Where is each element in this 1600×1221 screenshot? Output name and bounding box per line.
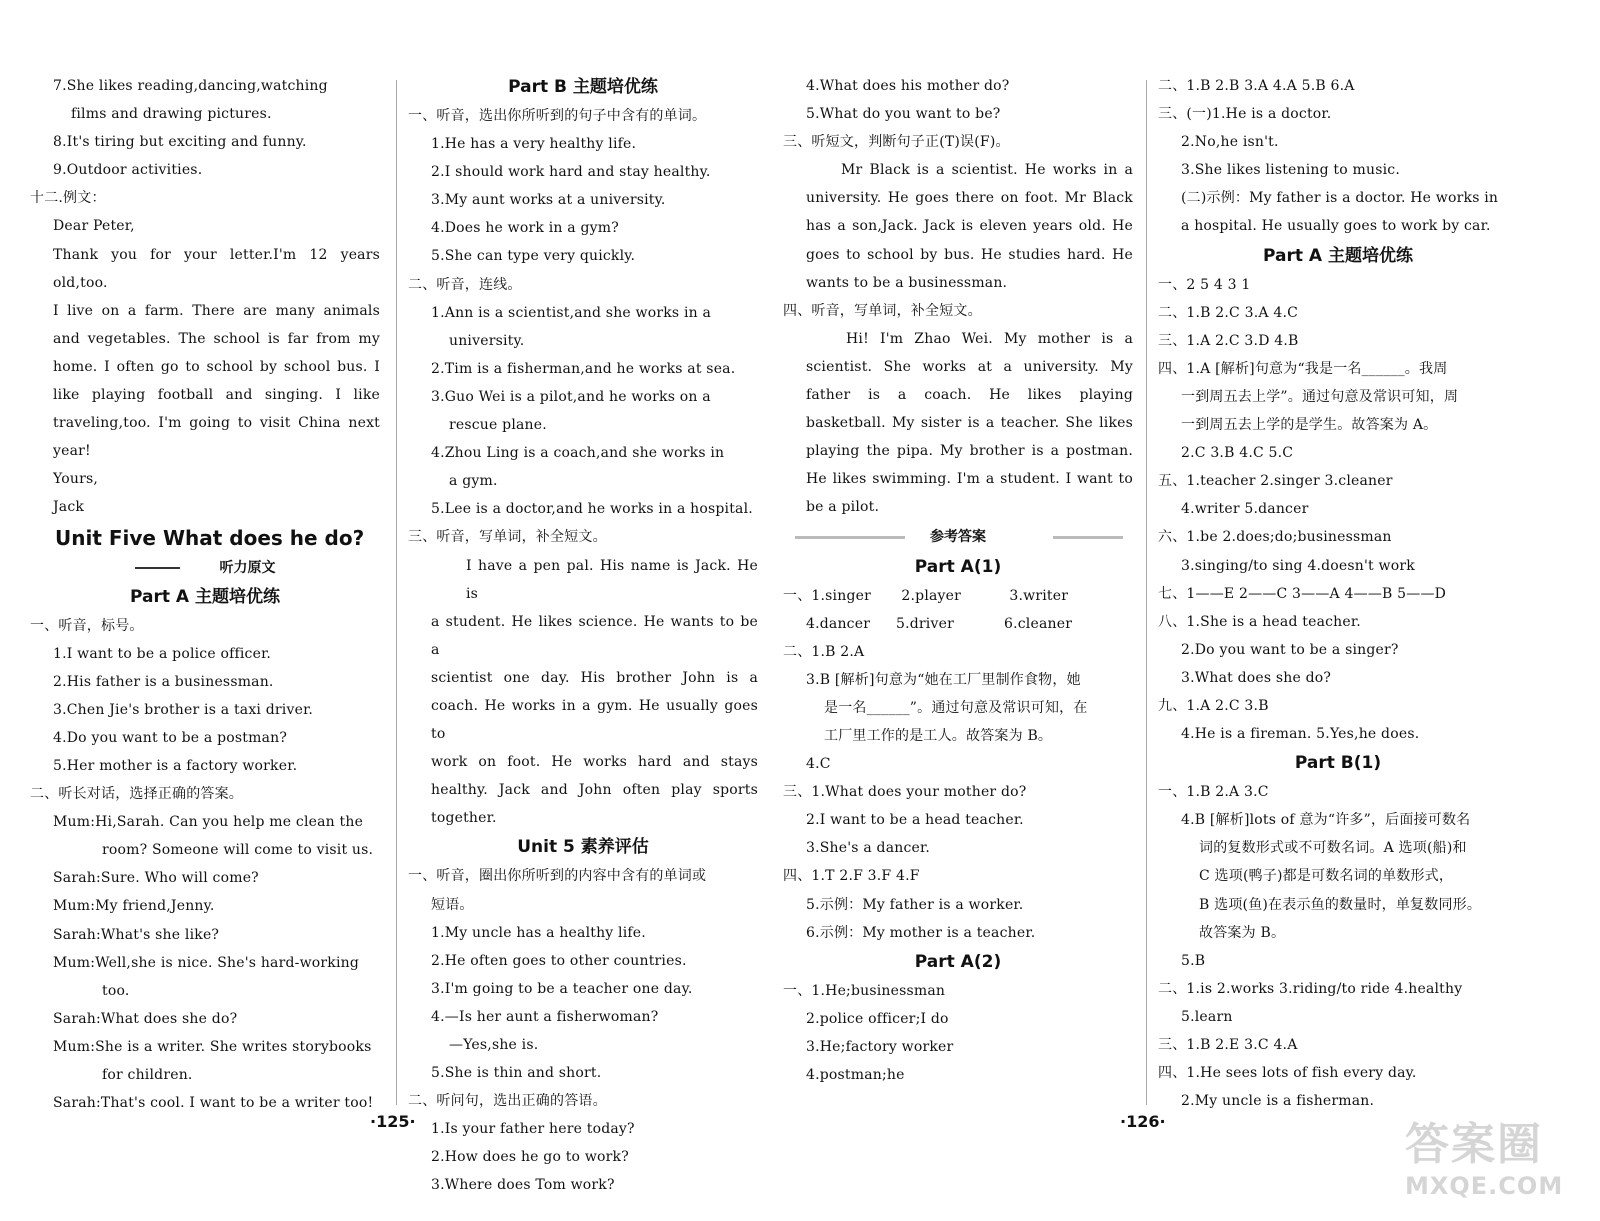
part-a1-title: Part A(1) bbox=[914, 556, 1002, 577]
answer-line: C 选项(鸭子)都是可数名词的单数形式， bbox=[1199, 868, 1454, 885]
text-line: 8.It's tiring but exciting and funny. bbox=[53, 134, 307, 151]
answer-line: 3.She likes listening to music. bbox=[1181, 162, 1400, 179]
text-line: 4.Do you want to be a postman? bbox=[53, 729, 288, 746]
answer-line: 是一名______”。通过句意及常识可知，在 bbox=[824, 699, 1088, 716]
passage-line: I have a pen pal. His name is Jack. He is bbox=[466, 557, 758, 602]
text-line: 2.Tim is a fisherman,and he works at sea. bbox=[431, 360, 736, 377]
answer-line: 2.police officer;I do bbox=[806, 1010, 949, 1027]
letter-line: and vegetables. The school is far from my bbox=[53, 330, 380, 347]
passage-line: healthy. Jack and John often play sports bbox=[431, 782, 758, 799]
answer-line: 八、1.She is a head teacher. bbox=[1158, 613, 1361, 630]
passage-line: together. bbox=[431, 810, 497, 827]
text-line: —Yes,she is. bbox=[449, 1037, 539, 1053]
passage-line: He likes swimming. I'm a student. I want to bbox=[806, 471, 1133, 488]
answer-line: 3.She's a dancer. bbox=[806, 840, 930, 857]
column-2 bbox=[408, 72, 758, 1200]
answer-row bbox=[783, 582, 1133, 610]
answer-line: 一到周五去上学的是学生。故答案为 A。 bbox=[1181, 417, 1438, 434]
answer-line: 4.B [解析]lots of 意为“许多”，后面接可数名 bbox=[1181, 812, 1471, 829]
passage-line: basketball. My sister is a teacher. She likes bbox=[806, 415, 1133, 432]
answers-title: 参考答案 bbox=[930, 528, 986, 545]
answer-line: 词的复数形式或不可数名词。A 选项(船)和 bbox=[1199, 840, 1467, 857]
answer-line: 二、1.B 2.C 3.A 4.C bbox=[1158, 304, 1299, 321]
text-line: 2.He often goes to other countries. bbox=[431, 952, 687, 969]
passage-line: goes to school by bus. He studies hard. He bbox=[806, 246, 1133, 263]
letter-line: home. I often go to school by school bus. I bbox=[53, 358, 380, 375]
dialog-line: Sarah:That's cool. I want to be a writer too! bbox=[53, 1095, 374, 1112]
answer-line: 3.B [解析]句意为“她在工厂里制作食物，她 bbox=[806, 671, 1081, 688]
column-separator bbox=[1146, 80, 1147, 1105]
section-heading: 三、听短文，判断句子正(T)误(F)。 bbox=[783, 134, 1010, 151]
dialog-line: Sarah:Sure. Who will come? bbox=[53, 870, 259, 887]
dash-decoration bbox=[135, 567, 180, 569]
answer-line: 故答案为 B。 bbox=[1199, 924, 1286, 941]
text-line: 4.Zhou Ling is a coach,and she works in bbox=[431, 445, 725, 462]
text-line: Dear Peter, bbox=[53, 218, 135, 235]
text-line: 5.Lee is a doctor,and he works in a hospital. bbox=[431, 501, 753, 518]
answer-line: 工厂里工作的是工人。故答案为 B。 bbox=[824, 727, 1053, 744]
answer-line: 二、1.B 2.A bbox=[783, 643, 865, 660]
dialog-line: Sarah:What's she like? bbox=[53, 926, 220, 943]
answers-banner bbox=[783, 522, 1133, 552]
answer-line: a hospital. He usually goes to work by car. bbox=[1181, 218, 1491, 235]
answer-line: 三、1.What does your mother do? bbox=[783, 784, 1027, 801]
text-line: 5.She can type very quickly. bbox=[431, 248, 636, 265]
column-4 bbox=[1158, 72, 1518, 1115]
answer-line: 七、1——E 2——C 3——A 4——B 5——D bbox=[1158, 585, 1447, 602]
text-line: 1.Ann is a scientist,and she works in a bbox=[431, 304, 712, 321]
answer-line: (二)示例：My father is a doctor. He works in bbox=[1181, 190, 1499, 207]
banner-bar-right bbox=[1053, 536, 1123, 539]
passage-line: playing the pipa. My brother is a postman. bbox=[806, 443, 1133, 460]
passage-line: Hi! I'm Zhao Wei. My mother is a bbox=[846, 330, 1133, 347]
text-line: 5.Her mother is a factory worker. bbox=[53, 757, 298, 774]
section-heading: 十二.例文： bbox=[30, 190, 106, 207]
text-line: 7.She likes reading,dancing,watching bbox=[53, 78, 328, 94]
section-heading: 一、听音，选出你所听到的句子中含有的单词。 bbox=[408, 108, 707, 124]
unit-title: Unit Five What does he do? bbox=[55, 525, 365, 550]
part-a2-title: Part A(2) bbox=[914, 951, 1002, 972]
passage-line: wants to be a businessman. bbox=[806, 274, 1008, 291]
answer-line: 4.postman;he bbox=[806, 1067, 905, 1083]
text-line: 1.He has a very healthy life. bbox=[431, 136, 637, 153]
text-line: 2.How does he go to work? bbox=[431, 1149, 629, 1166]
answer-line: 二、1.is 2.works 3.riding/to ride 4.healthy bbox=[1158, 980, 1463, 997]
letter-line: I live on a farm. There are many animals bbox=[53, 302, 380, 319]
answer-line: 一、2 5 4 3 1 bbox=[1158, 276, 1251, 293]
answer-line: 2.I want to be a head teacher. bbox=[806, 812, 1024, 829]
dialog-line: Mum:Well,she is nice. She's hard-working bbox=[53, 954, 360, 971]
text-line: 4.Does he work in a gym? bbox=[431, 220, 619, 237]
answer-line: 2.No,he isn't. bbox=[1181, 134, 1279, 151]
section-heading: 一、听音，标号。 bbox=[30, 617, 144, 634]
answer-line: 2.Do you want to be a singer? bbox=[1181, 641, 1399, 658]
letter-line: Thank you for your letter.I'm 12 years old,too. bbox=[53, 246, 380, 291]
answer-line: 二、1.B 2.B 3.A 4.A 5.B 6.A bbox=[1158, 78, 1355, 94]
answer-item: 6.cleaner bbox=[1004, 615, 1073, 632]
passage-line: father is a coach. He likes playing bbox=[806, 387, 1133, 404]
dialog-line: Mum:She is a writer. She writes storybooks bbox=[53, 1038, 372, 1055]
part-b-title: Part B 主题培优练 bbox=[508, 77, 658, 97]
section-heading: 四、听音，写单词，补全短文。 bbox=[783, 302, 982, 319]
answer-item: 2.player bbox=[901, 587, 962, 604]
passage-line: scientist one day. His brother John is a bbox=[431, 669, 758, 686]
column-3 bbox=[783, 72, 1133, 1089]
section-heading: 二、听问句，选出正确的答语。 bbox=[408, 1093, 607, 1110]
text-line: 5.What do you want to be? bbox=[806, 106, 1001, 123]
answer-item: 1.singer bbox=[811, 587, 871, 604]
answer-line: 一、1.He;businessman bbox=[783, 982, 946, 999]
answer-line: 3.He;factory worker bbox=[806, 1038, 954, 1055]
answer-line: 四、1.T 2.F 3.F 4.F bbox=[783, 868, 920, 885]
dialog-line: too. bbox=[102, 982, 130, 999]
part-b1-title: Part B(1) bbox=[1294, 753, 1382, 774]
page-number-left: ·125· bbox=[370, 1112, 416, 1131]
letter-line: like playing football and singing. I like bbox=[53, 387, 380, 404]
text-line: 3.Where does Tom work? bbox=[431, 1177, 615, 1194]
dialog-line: Mum:My friend,Jenny. bbox=[53, 898, 215, 915]
answer-row bbox=[783, 610, 1133, 638]
text-line: rescue plane. bbox=[449, 417, 547, 434]
passage-line: be a pilot. bbox=[806, 499, 880, 516]
letter-line: traveling,too. I'm going to visit China next bbox=[53, 415, 380, 432]
answer-line: 4.C bbox=[806, 756, 831, 773]
passage-line: scientist. She works at a university. My bbox=[806, 358, 1133, 375]
text-line: a gym. bbox=[449, 473, 498, 490]
text-line: 2.His father is a businessman. bbox=[53, 673, 274, 690]
text-line: 4.What does his mother do? bbox=[806, 78, 1010, 94]
answer-line: 2.My uncle is a fisherman. bbox=[1181, 1093, 1375, 1110]
dialog-line: Sarah:What does she do? bbox=[53, 1010, 238, 1027]
text-line: year! bbox=[53, 443, 91, 460]
section-heading: 一、听音，圈出你所听到的内容中含有的单词或 bbox=[408, 868, 707, 885]
answer-line: 三、1.B 2.E 3.C 4.A bbox=[1158, 1037, 1298, 1053]
answer-line: 4.writer 5.dancer bbox=[1181, 501, 1309, 518]
text-line: 1.Is your father here today? bbox=[431, 1121, 635, 1138]
passage-line: coach. He works in a gym. He usually goes to bbox=[431, 697, 758, 743]
section-heading: 二、听长对话，选择正确的答案。 bbox=[30, 786, 243, 803]
answer-line: 3.What does she do? bbox=[1181, 669, 1332, 686]
watermark-url: MXQE.COM bbox=[1405, 1172, 1564, 1200]
answer-line: 四、1.He sees lots of fish every day. bbox=[1158, 1065, 1417, 1082]
answer-line: 2.C 3.B 4.C 5.C bbox=[1181, 445, 1294, 462]
answer-item: 3.writer bbox=[1009, 587, 1069, 604]
column-separator bbox=[396, 80, 397, 1105]
answer-line: 5.B bbox=[1181, 952, 1206, 969]
section-heading: 二、听音，连线。 bbox=[408, 276, 522, 293]
text-line: 3.Guo Wei is a pilot,and he works on a bbox=[431, 388, 711, 405]
answer-line: 一到周五去上学”。通过句意及常识可知，周 bbox=[1181, 388, 1459, 405]
text-line: 4.—Is her aunt a fisherwoman? bbox=[431, 1008, 659, 1025]
text-line: 3.My aunt works at a university. bbox=[431, 192, 666, 209]
text-line: university. bbox=[449, 332, 525, 349]
dialog-line: for children. bbox=[102, 1067, 193, 1083]
answer-line: 九、1.A 2.C 3.B bbox=[1158, 697, 1269, 714]
text-line: 3.Chen Jie's brother is a taxi driver. bbox=[53, 701, 314, 718]
banner-bar-left bbox=[795, 536, 905, 539]
text-line: 1.My uncle has a healthy life. bbox=[431, 924, 646, 941]
text-line: 3.I'm going to be a teacher one day. bbox=[431, 980, 693, 997]
answer-line: 五、1.teacher 2.singer 3.cleaner bbox=[1158, 473, 1393, 490]
text-line: 9.Outdoor activities. bbox=[53, 162, 203, 179]
passage-line: has a son,Jack. Jack is eleven years old. He bbox=[806, 218, 1133, 235]
answer-line: 四、1.A [解析]句意为“我是一名______。我周 bbox=[1158, 360, 1448, 377]
answer-line: B 选项(鱼)在表示鱼的数量时，单复数同形。 bbox=[1199, 896, 1482, 913]
part-a-title: Part A 主题培优练 bbox=[1263, 245, 1413, 266]
answer-item: 4.dancer bbox=[806, 615, 871, 632]
answer-line: 5.learn bbox=[1181, 1008, 1233, 1025]
answer-line: 6.示例：My mother is a teacher. bbox=[806, 924, 1036, 941]
answer-line: 六、1.be 2.does;do;businessman bbox=[1158, 529, 1392, 546]
section-heading: 三、听音，写单词，补全短文。 bbox=[408, 529, 607, 546]
column-1 bbox=[30, 72, 380, 1117]
listening-heading: 听力原文 bbox=[30, 554, 380, 582]
text-line: 5.She is thin and short. bbox=[431, 1065, 602, 1082]
text-line: Yours, bbox=[53, 471, 98, 488]
passage-line: Mr Black is a scientist. He works in a bbox=[841, 162, 1133, 179]
watermark-text: 答案圈 bbox=[1405, 1119, 1543, 1170]
text-line: Jack bbox=[53, 499, 85, 516]
page-number-right: ·126· bbox=[1120, 1112, 1166, 1131]
passage-line: work on foot. He works hard and stays bbox=[431, 754, 758, 771]
text-line: films and drawing pictures. bbox=[71, 106, 272, 123]
passage-line: a student. He likes science. He wants to be a bbox=[431, 613, 758, 658]
unit5-assessment-title: Unit 5 素养评估 bbox=[517, 837, 649, 858]
section-heading: 短语。 bbox=[431, 896, 474, 913]
text-line: 1.I want to be a police officer. bbox=[53, 645, 272, 662]
passage-line: university. He goes there on foot. Mr Black bbox=[806, 190, 1133, 207]
dialog-line: room? Someone will come to visit us. bbox=[102, 842, 374, 859]
answer-item: 5.driver bbox=[896, 615, 954, 632]
answer-line: 三、1.A 2.C 3.D 4.B bbox=[1158, 332, 1299, 349]
answer-line: 三、(一)1.He is a doctor. bbox=[1158, 106, 1332, 123]
dialog-line: Mum:Hi,Sarah. Can you help me clean the bbox=[53, 814, 364, 831]
answer-line: 4.He is a fireman. 5.Yes,he does. bbox=[1181, 726, 1420, 743]
answer-line: 一、1.B 2.A 3.C bbox=[1158, 784, 1269, 801]
section-label: 一、 bbox=[783, 587, 812, 604]
answer-line: 3.singing/to sing 4.doesn't work bbox=[1181, 557, 1415, 574]
text-line: 2.I should work hard and stay healthy. bbox=[431, 164, 711, 181]
watermark-logo bbox=[1405, 1108, 1564, 1200]
answer-line: 5.示例：My father is a worker. bbox=[806, 896, 1024, 913]
part-a-title: Part A 主题培优练 bbox=[130, 586, 280, 607]
